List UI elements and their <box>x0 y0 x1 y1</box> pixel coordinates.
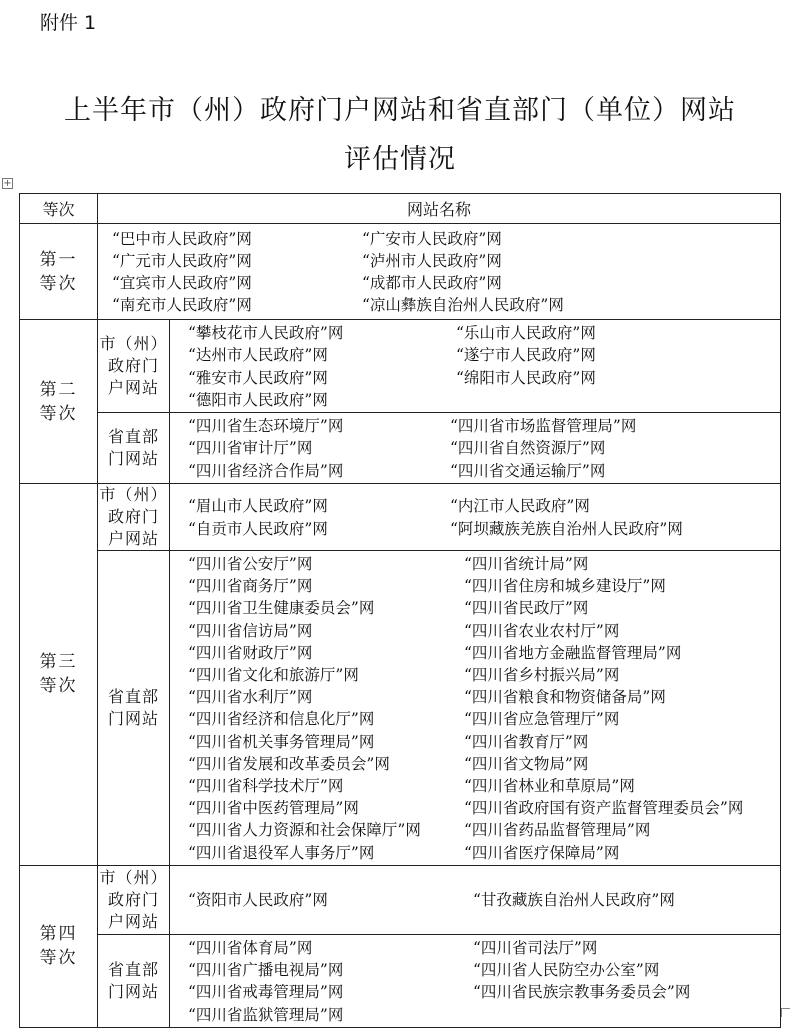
list-item <box>188 642 780 664</box>
website-name: “四川省医疗保障局”网 <box>464 843 620 862</box>
list-item <box>188 937 780 959</box>
website-name: “四川省戒毒管理局”网 <box>188 983 344 1002</box>
label-line: 市（州） <box>99 485 168 504</box>
website-name: “甘孜藏族自治州人民政府”网 <box>473 891 675 910</box>
list-item <box>188 597 780 619</box>
list-item <box>112 250 780 272</box>
website-name: “德阳市人民政府”网 <box>188 390 328 409</box>
list-item <box>188 686 780 708</box>
website-name: “眉山市人民政府”网 <box>188 497 328 516</box>
label-line: 门网站 <box>107 708 159 728</box>
website-name: “雅安市人民政府”网 <box>188 368 328 387</box>
website-name: “四川省发展和改革委员会”网 <box>188 754 390 773</box>
tier2-city-list <box>170 320 781 413</box>
tier1-list <box>98 224 781 320</box>
website-name: “四川省林业和草原局”网 <box>464 777 635 796</box>
tier1-label <box>20 224 98 320</box>
website-name: “四川省生态环境厅”网 <box>188 417 344 436</box>
website-name: “四川省经济合作局”网 <box>188 461 344 480</box>
table-move-handle-icon[interactable]: + <box>3 178 12 189</box>
website-name: “南充市人民政府”网 <box>112 296 252 315</box>
label-line: 第三 <box>39 652 78 673</box>
website-name: “四川省监狱管理局”网 <box>188 1005 344 1024</box>
label-line: 第四 <box>39 924 78 945</box>
tier4-city-list <box>170 865 781 934</box>
website-name: “四川省乡村振兴局”网 <box>464 666 620 685</box>
website-name: “四川省公安厅”网 <box>188 555 313 573</box>
website-name: “凉山彝族自治州人民政府”网 <box>362 296 564 315</box>
label-line: 等次 <box>39 273 78 294</box>
website-name: “资阳市人民政府”网 <box>188 891 328 910</box>
evaluation-table <box>19 193 781 1028</box>
tier3-dept-row <box>20 551 781 866</box>
list-item <box>188 753 780 775</box>
website-name: “四川省民政厅”网 <box>464 599 589 618</box>
document-title: 上半年市（州）政府门户网站和省直部门（单位）网站 <box>64 95 736 126</box>
label-line: 政府门 <box>107 889 159 909</box>
list-item <box>188 981 780 1003</box>
label-line: 省直部 <box>107 427 159 446</box>
website-name: “四川省中医药管理局”网 <box>188 799 359 818</box>
list-item <box>188 959 780 981</box>
list-item <box>112 272 780 294</box>
list-item <box>188 664 780 686</box>
list-item <box>188 731 780 753</box>
list-item <box>188 460 780 482</box>
list-item <box>188 842 780 864</box>
website-name: “内江市人民政府”网 <box>450 497 590 516</box>
list-item <box>188 775 780 797</box>
list-item <box>188 437 780 459</box>
website-name: “四川省科学技术厅”网 <box>188 777 344 796</box>
website-name: “遂宁市人民政府”网 <box>456 346 596 365</box>
list-item <box>188 389 780 411</box>
label-line: 户网站 <box>107 529 159 548</box>
website-name: “巴中市人民政府”网 <box>112 229 252 248</box>
label-line: 等次 <box>39 676 78 697</box>
list-item <box>188 518 780 540</box>
header-site-name: 网站名称 <box>98 194 781 224</box>
website-name: “四川省卫生健康委员会”网 <box>188 599 375 618</box>
website-name: “绵阳市人民政府”网 <box>456 368 596 387</box>
website-name: “四川省审计厅”网 <box>188 439 313 458</box>
tier2-dept-list <box>170 413 781 484</box>
website-name: “四川省广播电视局”网 <box>188 961 344 980</box>
website-name: “四川省财政厅”网 <box>188 643 313 662</box>
website-name: “自贡市人民政府”网 <box>188 519 328 538</box>
tier3-label <box>20 484 98 866</box>
website-name: “四川省信访局”网 <box>188 621 313 640</box>
list-item <box>112 228 780 250</box>
website-name: “四川省商务厅”网 <box>188 577 313 596</box>
website-name: “四川省人民防空办公室”网 <box>473 961 660 980</box>
table-header-row <box>20 194 781 224</box>
website-name: “乐山市人民政府”网 <box>456 324 596 343</box>
website-name: “四川省文化和旅游厅”网 <box>188 666 359 685</box>
list-item <box>188 797 780 819</box>
label-line: 市（州） <box>99 334 168 353</box>
website-name: “成都市人民政府”网 <box>362 274 502 292</box>
label-line: 等次 <box>39 403 78 424</box>
website-name: “四川省粮食和物资储备局”网 <box>464 688 666 707</box>
tier3-dept-list <box>170 551 781 866</box>
tier3-dept-category <box>98 551 170 866</box>
label-line: 门网站 <box>107 449 159 468</box>
tier3-city-category <box>98 484 170 551</box>
website-name: “达州市人民政府”网 <box>188 346 328 365</box>
tier2-city-category <box>98 320 170 413</box>
list-item <box>112 294 780 316</box>
tier2-dept-row <box>20 413 781 484</box>
tier3-city-row <box>20 484 781 551</box>
label-line: 户网站 <box>107 911 159 931</box>
label-line: 门网站 <box>107 981 159 1001</box>
website-name: “四川省统计局”网 <box>464 555 589 573</box>
document-subtitle: 评估情况 <box>344 144 456 175</box>
label-line: 第一 <box>39 249 78 270</box>
label-line: 政府门 <box>107 507 159 526</box>
tier4-city-row <box>20 865 781 934</box>
tier4-dept-row <box>20 934 781 1027</box>
website-name: “四川省人力资源和社会保障厅”网 <box>188 821 421 840</box>
label-line: 省直部 <box>107 686 159 706</box>
tier2-label <box>20 320 98 484</box>
website-name: “四川省地方金融监督管理局”网 <box>464 643 682 662</box>
label-line: 政府门 <box>107 356 159 375</box>
website-name: “四川省司法厅”网 <box>473 938 598 957</box>
website-name: “四川省自然资源厅”网 <box>450 439 606 458</box>
website-name: “四川省市场监督管理局”网 <box>450 417 637 436</box>
list-item <box>188 575 780 597</box>
list-item <box>188 344 780 366</box>
tier2-city-row <box>20 320 781 413</box>
page-corner-mark <box>781 1008 790 1017</box>
list-item <box>188 367 780 389</box>
header-grade: 等次 <box>20 194 98 224</box>
website-name: “广元市人民政府”网 <box>112 251 252 270</box>
website-name: “四川省机关事务管理局”网 <box>188 732 375 751</box>
website-name: “阿坝藏族羌族自治州人民政府”网 <box>450 519 683 538</box>
website-name: “泸州市人民政府”网 <box>362 251 502 270</box>
tier3-city-list <box>170 484 781 551</box>
tier4-label <box>20 865 98 1027</box>
website-name: “四川省教育厅”网 <box>464 732 589 751</box>
list-item <box>188 889 780 911</box>
website-name: “四川省水利厅”网 <box>188 688 313 707</box>
list-item <box>188 553 780 575</box>
attachment-label: 附件 1 <box>40 12 97 34</box>
label-line: 户网站 <box>107 378 159 397</box>
website-name: “四川省体育局”网 <box>188 938 313 957</box>
list-item <box>188 322 780 344</box>
website-name: “四川省农业农村厅”网 <box>464 621 620 640</box>
list-item <box>188 495 780 517</box>
website-name: “广安市人民政府”网 <box>362 229 502 248</box>
tier1-row <box>20 224 781 320</box>
label-line: 第二 <box>39 379 78 400</box>
label-line: 市（州） <box>99 867 168 887</box>
list-item <box>188 415 780 437</box>
website-name: “四川省经济和信息化厅”网 <box>188 710 375 729</box>
website-name: “四川省民族宗教事务委员会”网 <box>473 983 691 1002</box>
website-name: “四川省文物局”网 <box>464 754 589 773</box>
website-name: “四川省药品监督管理局”网 <box>464 821 651 840</box>
label-line: 等次 <box>39 948 78 969</box>
list-item <box>188 708 780 730</box>
label-line: 省直部 <box>107 959 159 979</box>
website-name: “四川省退役军人事务厅”网 <box>188 843 375 862</box>
website-name: “四川省应急管理厅”网 <box>464 710 620 729</box>
list-item <box>188 620 780 642</box>
tier2-dept-category <box>98 413 170 484</box>
list-item <box>188 1004 780 1026</box>
website-name: “攀枝花市人民政府”网 <box>188 324 344 343</box>
website-name: “宜宾市人民政府”网 <box>112 274 252 292</box>
tier4-dept-category <box>98 934 170 1027</box>
tier4-city-category <box>98 865 170 934</box>
website-name: “四川省交通运输厅”网 <box>450 461 606 480</box>
website-name: “四川省政府国有资产监督管理委员会”网 <box>464 799 744 818</box>
list-item <box>188 819 780 841</box>
website-name: “四川省住房和城乡建设厅”网 <box>464 577 666 596</box>
tier4-dept-list <box>170 934 781 1027</box>
